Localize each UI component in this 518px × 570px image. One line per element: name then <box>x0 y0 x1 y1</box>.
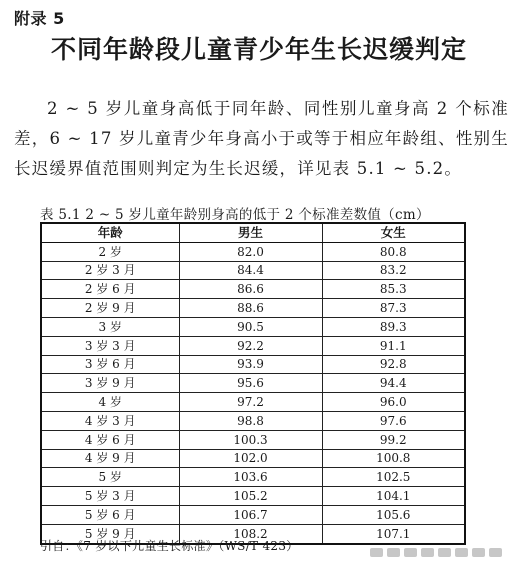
table-header-row <box>41 223 465 242</box>
cell-girls-height: 105.6 <box>322 505 465 524</box>
table-caption: 表 5.1 2 ~ 5 岁儿童年龄别身高的低于 2 个标准差数值（cm） <box>40 207 430 223</box>
cell-boys-height: 92.2 <box>179 336 322 355</box>
cell-boys-height: 82.0 <box>179 242 322 261</box>
table-row <box>41 299 465 318</box>
table-row <box>41 374 465 393</box>
cell-age: 2 岁 6 月 <box>41 280 179 299</box>
cell-age: 4 岁 <box>41 393 179 412</box>
cell-girls-height: 85.3 <box>322 280 465 299</box>
table-row <box>41 393 465 412</box>
source-citation: 引自：《7 岁以下儿童生长标准》（WS/T 423） <box>40 539 299 553</box>
cell-boys-height: 84.4 <box>179 261 322 280</box>
cell-age: 4 岁 3 月 <box>41 411 179 430</box>
cell-girls-height: 100.8 <box>322 449 465 468</box>
cell-boys-height: 88.6 <box>179 299 322 318</box>
cell-age: 2 岁 3 月 <box>41 261 179 280</box>
cell-girls-height: 92.8 <box>322 355 465 374</box>
table-body <box>41 242 465 543</box>
cell-boys-height: 90.5 <box>179 317 322 336</box>
table-row <box>41 336 465 355</box>
cell-girls-height: 96.0 <box>322 393 465 412</box>
intro-paragraph: 2 ~ 5 岁儿童身高低于同年龄、同性别儿童身高 2 个标准差，6 ~ 17 岁儿童青少年身高小于或等于相应年龄组、性别生长迟缓界值范围则判定为生长迟缓，详见表 5.1 ~ 5.2。 <box>14 99 509 178</box>
cell-girls-height: 102.5 <box>322 468 465 487</box>
table-row <box>41 449 465 468</box>
cell-age: 2 岁 9 月 <box>41 299 179 318</box>
table-row <box>41 280 465 299</box>
cell-age: 5 岁 3 月 <box>41 487 179 506</box>
cell-boys-height: 93.9 <box>179 355 322 374</box>
column-header-girls: 女生 <box>322 223 465 242</box>
cell-boys-height: 106.7 <box>179 505 322 524</box>
table-row <box>41 411 465 430</box>
document-title: 不同年龄段儿童青少年生长迟缓判定 <box>50 35 467 64</box>
column-header-age: 年龄 <box>41 223 179 242</box>
cell-age: 3 岁 6 月 <box>41 355 179 374</box>
cell-girls-height: 104.1 <box>322 487 465 506</box>
cell-age: 5 岁 9 月 <box>41 524 179 543</box>
cell-age: 2 岁 <box>41 242 179 261</box>
cell-boys-height: 86.6 <box>179 280 322 299</box>
cell-girls-height: 107.1 <box>322 524 465 543</box>
cell-boys-height: 103.6 <box>179 468 322 487</box>
cell-boys-height: 98.8 <box>179 411 322 430</box>
cell-age: 5 岁 <box>41 468 179 487</box>
cell-girls-height: 97.6 <box>322 411 465 430</box>
cell-boys-height: 108.2 <box>179 524 322 543</box>
cell-girls-height: 94.4 <box>322 374 465 393</box>
table-row <box>41 487 465 506</box>
column-header-boys: 男生 <box>179 223 322 242</box>
cell-age: 4 岁 9 月 <box>41 449 179 468</box>
cell-girls-height: 80.8 <box>322 242 465 261</box>
cell-girls-height: 87.3 <box>322 299 465 318</box>
cell-girls-height: 91.1 <box>322 336 465 355</box>
cell-age: 3 岁 <box>41 317 179 336</box>
cell-boys-height: 97.2 <box>179 393 322 412</box>
cell-age: 3 岁 9 月 <box>41 374 179 393</box>
table-row <box>41 355 465 374</box>
table-row <box>41 261 465 280</box>
table-row <box>41 468 465 487</box>
table-row <box>41 242 465 261</box>
table-row <box>41 505 465 524</box>
cell-age: 4 岁 6 月 <box>41 430 179 449</box>
height-table <box>40 222 466 545</box>
appendix-label: 附录 5 <box>14 9 65 28</box>
cell-boys-height: 102.0 <box>179 449 322 468</box>
cell-girls-height: 99.2 <box>322 430 465 449</box>
table-row <box>41 317 465 336</box>
cell-girls-height: 89.3 <box>322 317 465 336</box>
cell-girls-height: 83.2 <box>322 261 465 280</box>
watermark-logo <box>370 545 510 559</box>
table-row <box>41 430 465 449</box>
cell-boys-height: 100.3 <box>179 430 322 449</box>
cell-age: 3 岁 3 月 <box>41 336 179 355</box>
cell-boys-height: 105.2 <box>179 487 322 506</box>
cell-boys-height: 95.6 <box>179 374 322 393</box>
cell-age: 5 岁 6 月 <box>41 505 179 524</box>
